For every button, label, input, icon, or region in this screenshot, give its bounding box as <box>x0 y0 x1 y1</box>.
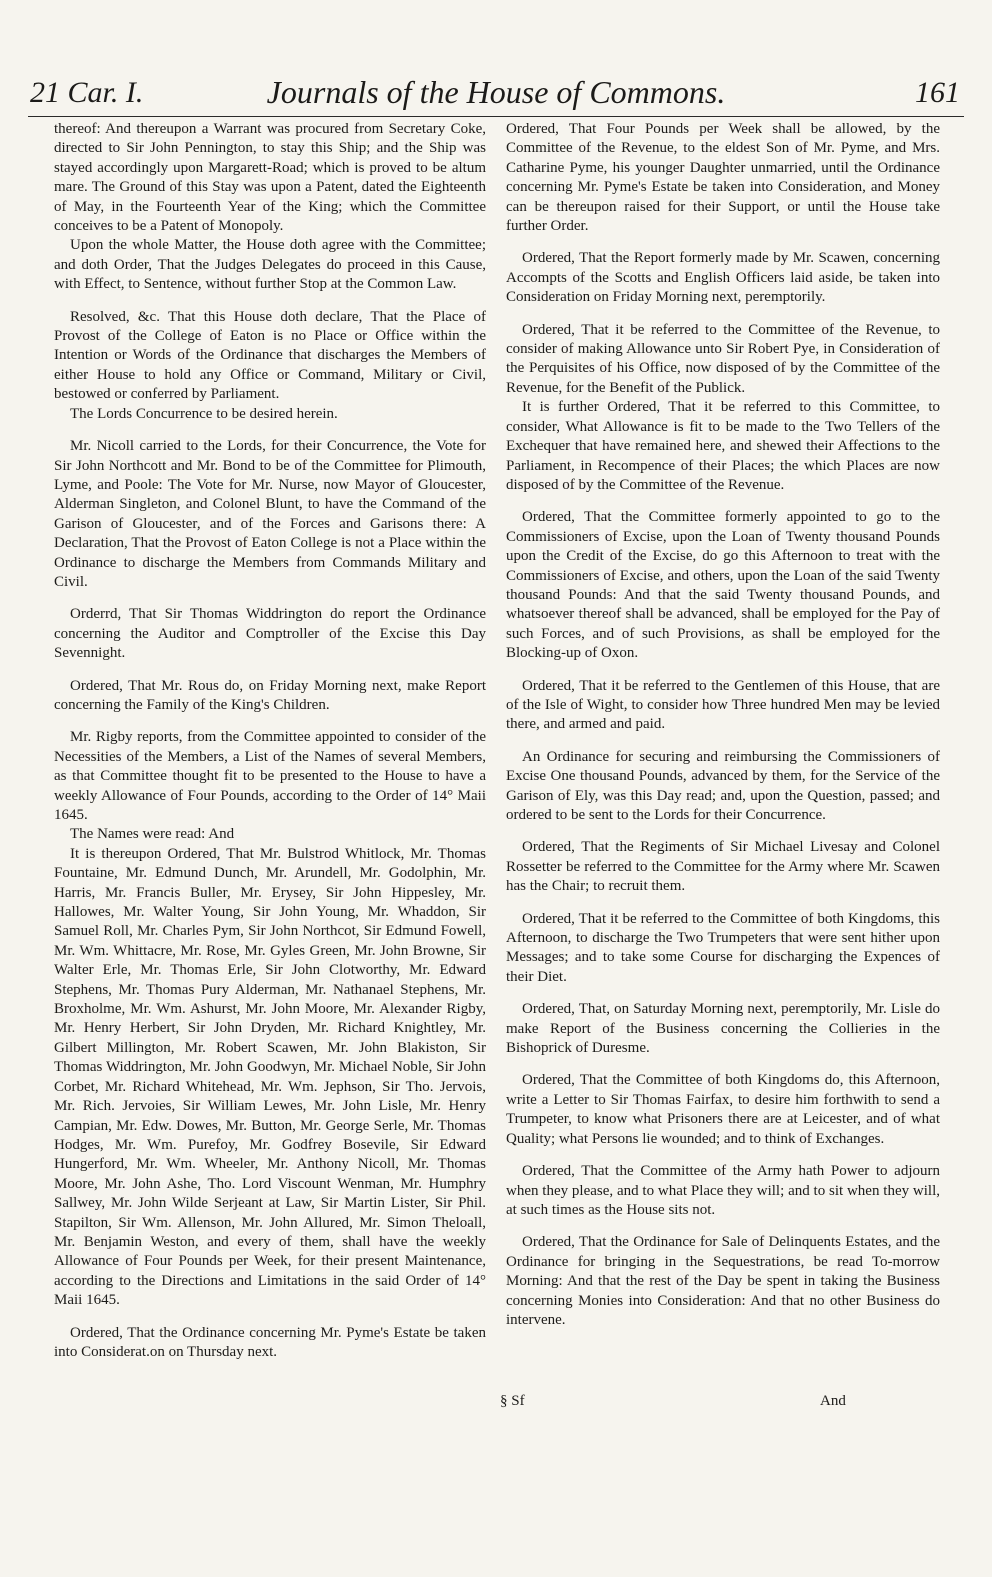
journal-title: Journals of the House of Commons. <box>266 74 726 110</box>
left-column <box>54 120 486 1375</box>
paragraph: Ordered, That, on Saturday Morning next, peremptorily, Mr. Lisle do make Report of the Business concerning the Collieries in the Bishoprick of Duresme. <box>506 1001 940 1057</box>
paragraph: Ordered, That it be referred to the Committee of both Kingdoms, this Afternoon, to discharge the Two Trumpeters that were sent hither upon Messages; and to take some Course for discharging the Expences of their Diet. <box>506 910 940 985</box>
paragraph: Ordered, That the Committee of the Army hath Power to adjourn when they please, and to what Place they will; and to sit when they will, at such times as the House sits not. <box>506 1163 940 1218</box>
paragraph: It is further Ordered, That it be referred to this Committee, to consider, What Allowance is fit to be made to the Two Tellers of the Exchequer that have remained here, and shewed their Affections to the Parliament, in Recompence of their Places; the which Places are now disposed of by the Committee of the Revenue. <box>506 399 940 493</box>
paragraph: Ordered, That it be referred to the Gentlemen of this House, that are of the Isle of Wight, to consider how Three hundred Men may be levied there, and armed and paid. <box>506 677 940 733</box>
paragraph: Ordered, That the Regiments of Sir Michael Livesay and Colonel Rossetter be referred to the Committee for the Army where Mr. Scawen has the Chair; to recruit them. <box>506 839 940 895</box>
paragraph: Mr. Nicoll carried to the Lords, for their Concurrence, the Vote for Sir John Northcott and Mr. Bond to be of the Committee for Plimouth, Lyme, and Poole: The Vote for Mr. Nurse, now Mayor of Gloucester, Alderman Singleton, and Colonel Blunt, to have the Command of the Garison of Gloucester, and of the Forces and Garisons there: A Declaration, That the Provost of Eaton College is not a Place within the Ordinance to discharge the Members from Commands Military and Civil. <box>54 438 486 590</box>
paragraph: Upon the whole Matter, the House doth agree with the Committee; and doth Order, That the Judges Delegates do proceed in this Cause, with Effect, to Sentence, without further Stop at the Common Law. <box>54 237 486 293</box>
paragraph: Mr. Rigby reports, from the Committee appointed to consider of the Necessities of the Members, a List of the Names of several Members, as that Committee thought fit to be presented to the House to have a weekly Allowance of Four Pounds, according to the Order of 14° Maii 1645. <box>54 729 486 823</box>
paragraph: Ordered, That Mr. Rous do, on Friday Morning next, make Report concerning the Family of the King's Children. <box>54 677 486 713</box>
paragraph: Ordered, That the Committee formerly appointed to go to the Commissioners of Excise, upon the Loan of Twenty thousand Pounds upon the Credit of the Excise, do go this Afternoon to treat with the Commissioners of Excise, and others, upon the Loan of the said Twenty thousand Pounds: And that the said Twenty thousand Pounds, and whatsoever thereof shall be advanced, shall be employed for the Pay of such Forces, and of such Provisions, as shall be employed for the Blocking-up of Oxon. <box>506 509 940 662</box>
paragraph: Resolved, &c. That this House doth declare, That the Place of Provost of the College of Eaton is no Place or Office within the Intention or Words of the Ordinance that discharges the Members of either House to hold any Office or Command, Military or Civil, bestowed or conferred by Parliament. <box>54 308 486 403</box>
page-header <box>28 72 964 117</box>
right-column <box>506 120 940 1343</box>
regnal-year: 21 Car. I. <box>30 76 144 109</box>
paragraph: Ordered, That the Ordinance for Sale of Delinquents Estates, and the Ordinance for bringing in the Sequestrations, be read To-morrow Morning: And that the rest of the Day be spent in taking the Business concerning Monies into Consideration: And that no other Business do intervene. <box>506 1234 940 1328</box>
paragraph: Ordered, That Four Pounds per Week shall be allowed, by the Committee of the Revenue, to the eldest Son of Mr. Pyme, and Mrs. Catharine Pyme, his younger Daughter unmarried, until the Ordinance concerning Mr. Pyme's Estate be taken into Consideration, and Money can be thereupon raised for their Support, or until the House take further Order. <box>506 121 940 235</box>
paragraph: Ordered, That it be referred to the Committee of the Revenue, to consider of making Allowance unto Sir Robert Pye, in Consideration of the Perquisites of his Office, now disposed of by the Committee of the Revenue, for the Benefit of the Publick. <box>506 321 940 396</box>
paragraph: thereof: And thereupon a Warrant was procured from Secretary Coke, directed to Sir John Pennington, to stay this Ship; and the Ship was stayed accordingly upon Margarett-Road; which is proved to be altum mare. The Ground of this Stay was upon a Patent, dated the Eighteenth of May, in the Fourteenth Year of the King; which the Committee conceives to be a Patent of Monopoly. <box>54 121 486 235</box>
signature-mark: § Sf <box>500 1393 525 1409</box>
paragraph: It is thereupon Ordered, That Mr. Bulstrod Whitlock, Mr. Thomas Fountaine, Mr. Edmund Dunch, Mr. Arundell, Mr. Godolphin, Mr. Harris, Mr. Francis Buller, Mr. Erysey, Sir John Hippesley, Mr. Hallowes, Mr. Walter Young, Sir John Young, Mr. Whaddon, Sir Samuel Roll, Mr. Charles Pym, Sir John Northcot, Sir Edmund Fowell, Mr. Wm. Whittacre, Mr. Rose, Mr. Gyles Green, Mr. John Browne, Sir Walter Erle, Mr. Thomas Erle, Sir John Clotworthy, Mr. Edward Stephens, Mr. Thomas Pury Alderman, Mr. Nathanael Stephens, Mr. Broxholme, Mr. Wm. Ashurst, Mr. John Moore, Mr. Alexander Rigby, Mr. Henry Herbert, Sir John Dryden, Mr. Richard Knightley, Mr. Gilbert Millington, Mr. Robert Scawen, Mr. John Blakiston, Sir Thomas Widdrington, Mr. John Goodwyn, Mr. Michael Noble, Sir John Corbet, Mr. Richard Whitehead, Mr. Wm. Jephson, Sir Tho. Jervois, Mr. Rich. Jervoies, Sir William Lewes, Mr. John Lisle, Mr. Henry Campian, Mr. Edw. Dowes, Mr. Button, Mr. George Serle, Mr. Thomas Hodges, Mr. Wm. Purefoy, Mr. Godfrey Bosevile, Sir Edward Hungerford, Mr. Wm. Wheeler, Mr. Anthony Nicoll, Mr. Thomas Moore, Mr. John Ashe, Tho. Lord Viscount Wenman, Mr. Humphry Sallwey, Mr. John Wilde Serjeant at Law, Sir Martin Lister, Sir Phil. Stapilton, Sir Wm. Allenson, Mr. John Allured, Mr. Simon Theloall, Mr. Benjamin Weston, and every of them, shall have the weekly Allowance of Four Pounds per Week, for their present Maintenance, according to the Directions and Limitations in the said Order of 14° Maii 1645. <box>54 845 486 1309</box>
page-number: 161 <box>915 76 960 109</box>
paragraph: The Lords Concurrence to be desired herein. <box>70 405 338 422</box>
paragraph: Ordered, That the Ordinance concerning Mr. Pyme's Estate be taken into Considerat.on on Thursday next. <box>54 1324 486 1360</box>
paragraph: Ordered, That the Report formerly made by Mr. Scawen, concerning Accompts of the Scotts and English Officers laid aside, be taken into Consideration on Friday Morning next, peremptorily. <box>506 250 940 306</box>
paragraph: The Names were read: And <box>70 826 235 843</box>
paragraph: Orderrd, That Sir Thomas Widdrington do report the Ordinance concerning the Auditor and Comptroller of the Excise this Day Sevennight. <box>54 606 486 662</box>
paragraph: An Ordinance for securing and reimbursing the Commissioners of Excise One thousand Pounds, advanced by them, for the Service of the Garison of Ely, was this Day read; and, upon the Question, passed; and ordered to be sent to the Lords for their Concurrence. <box>506 748 940 823</box>
paragraph: Ordered, That the Committee of both Kingdoms do, this Afternoon, write a Letter to Sir Thomas Fairfax, to desire him forthwith to send a Trumpeter, to know what Prisoners there are at Leicester, and of what Quality; what Persons lie wounded; and to think of Exchanges. <box>506 1072 940 1147</box>
catchword: And <box>820 1393 846 1409</box>
